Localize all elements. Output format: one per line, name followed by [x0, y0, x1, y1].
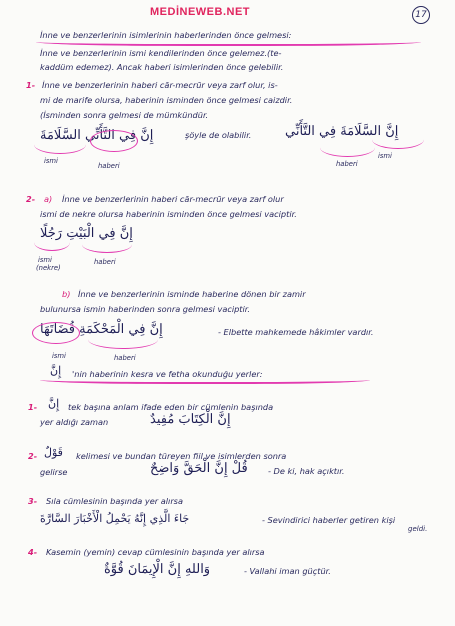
s2b-line-1: İnne ve benzerlerinin isminde haberine dönen bir zamir [78, 289, 306, 299]
label-ismi: ismi [44, 157, 58, 165]
label-haberi-right: haberi [336, 160, 358, 168]
item1-line-2: yer aldığı zaman [40, 417, 109, 427]
item-number: 2- [28, 451, 38, 461]
s2a-line-1: İnne ve benzerlerinin haberi cār-mecrūr veya zarf olur [62, 194, 284, 204]
s1-example-right: إِنَّ السَّلَامَةَ فِي التَّأَنِّي [285, 124, 399, 139]
ismi-circle [32, 322, 80, 344]
s2a-example: إِنَّ فِي الْبَيْتِ رَجُلًا [40, 226, 133, 241]
item3-meaning: - Sevindirici haberler getiren kişi [262, 515, 396, 525]
haberi-arc-right [320, 138, 375, 157]
item2-meaning: - De ki, hak açıktır. [268, 466, 345, 476]
s1-line-1: İnne ve benzerlerinin haberi cār-mecrūr veya zarf olur, is- [42, 80, 278, 90]
heading2-arabic: إِنَّ [50, 364, 62, 377]
item4-example: وَاللهِ إِنَّ الْإِيمَانَ قُوَّةٌ [104, 562, 211, 577]
page-number: 17 [412, 6, 430, 24]
item2-line-2: gelirse [40, 467, 68, 477]
item3-line-1: Sıla cümlesinin başında yer alırsa [46, 496, 183, 506]
haberi-arc [88, 330, 158, 349]
label-haberi: haberi [94, 258, 116, 266]
label-ismi: ismi [38, 256, 52, 264]
item2-example: قُلْ إِنَّ الْحَقَّ وَاضِحٌ [150, 461, 248, 476]
section-number: 2- [26, 194, 36, 204]
item2-arabic: قَوْلٌ [44, 446, 63, 459]
haberi-arc [82, 236, 132, 253]
s2b-letter: b) [62, 289, 71, 299]
item-number: 1- [28, 402, 38, 412]
s1-line-2: mi de marife olursa, haberinin isminden önce gelmesi caizdir. [40, 95, 293, 105]
ismi-arc [34, 234, 70, 251]
section-number: 1- [26, 80, 36, 90]
item1-line-1: tek başına anlam ifade eden bir cümlenin başında [68, 402, 274, 412]
item4-meaning: - Vallahi iman güçtür. [244, 566, 331, 576]
label-haberi: haberi [98, 162, 120, 170]
site-watermark: MEDİNEWEB.NET [150, 6, 250, 18]
ismi-arc [34, 135, 86, 154]
item-number: 3- [28, 496, 38, 506]
item3-example: جَاءَ الَّذِي إِنَّهُ يَحْمِلُ الْأَخْبَارَ السَّارَّةَ [40, 512, 190, 525]
s2b-example: إِنَّ فِي الْمَحْكَمَةِ قُضَاتَهَا [40, 322, 163, 337]
highlight-underline [36, 36, 421, 46]
item-number: 4- [28, 547, 38, 557]
haberi-circle [90, 130, 138, 152]
item1-example: إِنَّ الْكِتَابَ مُفِيدٌ [150, 412, 231, 427]
s2a-line-2: ismi de nekre olursa haberinin isminden önce gelmesi vaciptir. [40, 209, 297, 219]
item2-line-1: kelimesi ve bundan türeyen fiil ve isimlerden sonra [76, 451, 287, 461]
s2a-letter: a) [44, 194, 53, 204]
s2b-meaning: - Elbette mahkemede hâkimler vardır. [218, 327, 374, 337]
label-ismi-right: ismi [378, 152, 392, 160]
label-haberi: haberi [114, 354, 136, 362]
intro-line-2: kaddüm edemez). Ancak haberi isimlerinden önce gelebilir. [40, 62, 284, 72]
s1-line-3: (İsminden sonra gelmesi de mümkündür. [40, 110, 209, 120]
intro-line-1: İnne ve benzerlerinin ismi kendilerinden önce gelemez.(te- [40, 48, 282, 58]
item1-arabic: إِنَّ [48, 397, 60, 410]
s1-middle-text: şöyle de olabilir. [185, 130, 252, 140]
item4-line-1: Kasemin (yemin) cevap cümlesinin başında yer alırsa [46, 547, 265, 557]
highlight-underline [40, 374, 370, 384]
label-ismi: ismi [52, 352, 66, 360]
s1-example-left: إِنَّ فِي التَّأَنِّي السَّلَامَةَ [40, 128, 154, 143]
ismi-arc-right [372, 130, 424, 149]
s2b-line-2: bulunursa ismin haberinden sonra gelmesi vaciptir. [40, 304, 251, 314]
heading-inne: İnne ve benzerlerinin isimlerinin haberlerinden önce gelmesi: [40, 30, 292, 40]
heading-kesra-fetha: 'nin haberinin kesra ve fetha okunduğu yerler: [72, 369, 263, 379]
item3-meaning-end: geldi. [408, 525, 428, 533]
label-nekre: (nekre) [36, 264, 61, 272]
